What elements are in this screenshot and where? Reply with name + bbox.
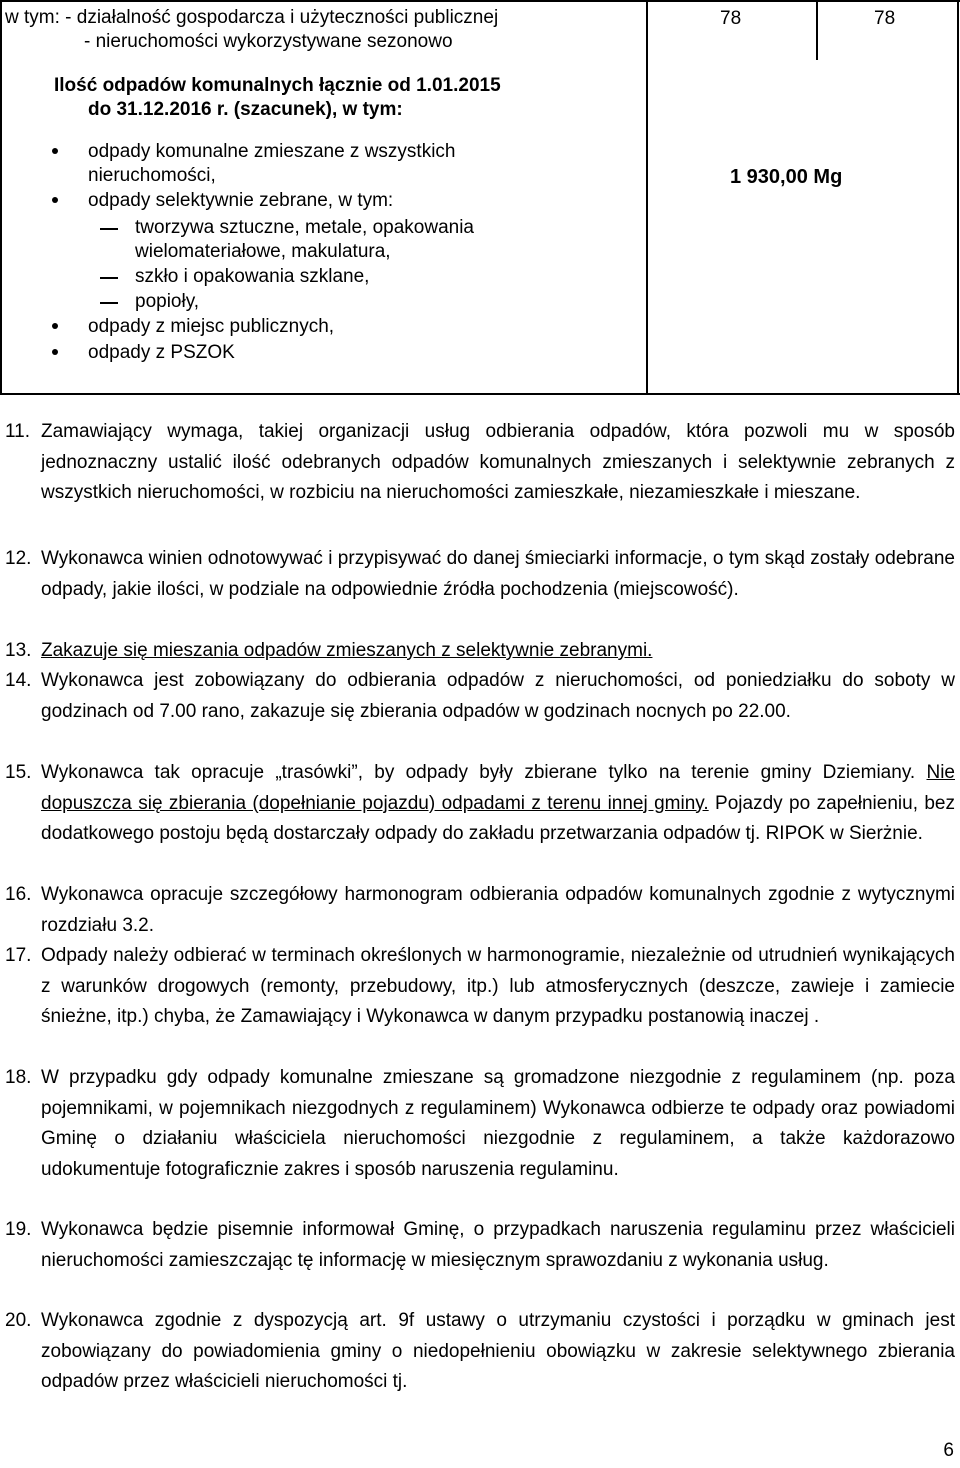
item-text-segment: Wykonawca opracuje szczegółowy harmonogram odbierania odpadów komunalnych zgodnie z wytycznymi rozdziału 3.2. bbox=[41, 884, 955, 936]
bullet-icon bbox=[52, 197, 58, 203]
list-item bbox=[5, 758, 955, 850]
total-waste-value: 1 930,00 Mg bbox=[730, 166, 843, 188]
list-item bbox=[5, 941, 955, 1033]
dash-icon bbox=[100, 277, 118, 279]
item-text bbox=[41, 1063, 955, 1185]
list-item bbox=[5, 544, 955, 605]
row2-heading-line2: do 31.12.2016 r. (szacunek), w tym: bbox=[88, 99, 403, 120]
bullet1-line1: odpady komunalne zmieszane z wszystkich bbox=[88, 141, 456, 162]
list-item bbox=[5, 666, 955, 727]
bullet4-text: odpady z PSZOK bbox=[88, 342, 235, 363]
item-text-segment: Pojazdy po zapełnieniu, bez dodatkowego postoju będą dostarczały odpady do zakładu przetwarzania odpadów tj. RIPOK w Sierżnie. bbox=[41, 792, 956, 844]
item-text bbox=[41, 666, 955, 727]
dash-icon bbox=[100, 302, 118, 304]
item-text bbox=[41, 941, 955, 1033]
item-text bbox=[41, 636, 955, 667]
item-number: 14. bbox=[5, 670, 32, 691]
item-number: 13. bbox=[5, 640, 32, 661]
list-item bbox=[5, 1306, 955, 1398]
item-text-segment: Odpady należy odbierać w terminach określonych w harmonogramie, niezależnie od utrudnień wynikających z warunków drogowych (remonty, przebudowy, itp.) lub atmosferycznych (deszcze, zawieje i zamiecie śnieżne, itp.) chyba, że Zamawiający i Wykonawca w danym przypadku postanowią inaczej . bbox=[41, 945, 955, 1027]
bullet-icon bbox=[52, 148, 58, 154]
table-bottom-border bbox=[0, 393, 960, 395]
page-number: 6 bbox=[943, 1440, 954, 1461]
table-divider-1 bbox=[646, 0, 648, 395]
item-number: 20. bbox=[5, 1310, 32, 1331]
item-text-segment: Wykonawca jest zobowiązany do odbierania odpadów z nieruchomości, od poniedziałku do soboty w godzinach od 7.00 rano, zakazuje się zbierania odpadów w godzinach nocnych po 22.00. bbox=[41, 670, 955, 722]
item-text-segment: Zamawiający wymaga, takiej organizacji usług odbierania odpadów, która pozwoli mu w sposób jednoznaczny ustalić ilość odebranych odpadów komunalnych zmieszanych i selektywnie zebranych z wszystkich nieruchomości, w rozbiciu na nieruchomości zamieszkałe, niezamieszkałe i mieszane. bbox=[41, 421, 955, 503]
dash3-text: popioły, bbox=[135, 291, 200, 312]
item-text-segment: Zakazuje się mieszania odpadów zmieszanych z selektywnie zebranymi. bbox=[41, 640, 653, 661]
list-item bbox=[5, 1215, 955, 1276]
item-text-segment: W przypadku gdy odpady komunalne zmieszane są gromadzone niezgodnie z regulaminem (np. poza pojemnikami, w pojemnikach niezgodnych z regulaminem) Wykonawca odbierze te odpady oraz powiadomi Gminę o działaniu właściciela nieruchomości niezgodnie z regulaminem, a także każdorazowo udokumentuje fotograficznie zakres i sposób naruszenia regulaminu. bbox=[41, 1067, 955, 1180]
item-text bbox=[41, 544, 955, 605]
dash1-line2: wielomateriałowe, makulatura, bbox=[135, 241, 391, 262]
item-text-segment: Nie dopuszcza się zbierania (dopełnianie pojazdu) odpadami z terenu innej gminy. bbox=[41, 762, 955, 814]
dash-icon bbox=[100, 228, 118, 230]
item-number: 18. bbox=[5, 1067, 32, 1088]
bullet2-text: odpady selektywnie zebrane, w tym: bbox=[88, 190, 394, 211]
item-text-segment: Wykonawca tak opracuje „trasówki”, by odpady były zbierane tylko na terenie gminy Dziemiany. bbox=[41, 762, 927, 783]
row1-label-line2: - nieruchomości wykorzystywane sezonowo bbox=[84, 31, 453, 52]
table-right-border bbox=[957, 0, 959, 395]
item-text bbox=[41, 758, 955, 850]
item-text-segment: Wykonawca winien odnotowywać i przypisywać do danej śmieciarki informacje, o tym skąd zostały odebrane odpady, jakie ilości, w podziale na odpowiednie źródła pochodzenia (miejscowość). bbox=[41, 548, 955, 600]
bullet3-text: odpady z miejsc publicznych, bbox=[88, 316, 335, 337]
item-text bbox=[41, 1306, 955, 1398]
item-text bbox=[41, 417, 955, 509]
item-number: 12. bbox=[5, 548, 32, 569]
table-divider-2 bbox=[816, 0, 818, 60]
item-text-segment: Wykonawca zgodnie z dyspozycją art. 9f ustawy o utrzymaniu czystości i porządku w gminach jest zobowiązany do powiadomienia gminy o niedopełnieniu obowiązku w zakresie selektywnego zbierania odpadów przez właścicieli nieruchomości tj. bbox=[41, 1310, 955, 1392]
list-item bbox=[5, 880, 955, 941]
row1-value-col2: 78 bbox=[720, 8, 742, 29]
row1-value-col3: 78 bbox=[874, 8, 896, 29]
item-text bbox=[41, 1215, 955, 1276]
row2-heading-line1: Ilość odpadów komunalnych łącznie od 1.01.2015 bbox=[54, 75, 501, 96]
item-number: 15. bbox=[5, 762, 32, 783]
item-number: 16. bbox=[5, 884, 32, 905]
item-number: 11. bbox=[5, 421, 31, 442]
list-item bbox=[5, 417, 955, 509]
bullet-icon bbox=[52, 323, 58, 329]
table-left-border bbox=[0, 0, 2, 395]
bullet1-line2: nieruchomości, bbox=[88, 165, 216, 186]
item-number: 19. bbox=[5, 1219, 32, 1240]
bullet-icon bbox=[52, 349, 58, 355]
item-text bbox=[41, 880, 955, 941]
list-item bbox=[5, 1063, 955, 1185]
dash1-line1: tworzywa sztuczne, metale, opakowania bbox=[135, 217, 474, 238]
item-text-segment: Wykonawca będzie pisemnie informował Gminę, o przypadkach naruszenia regulaminu przez właścicieli nieruchomości zamieszczając tę informację w miesięcznym sprawozdaniu z wykonania usług. bbox=[41, 1219, 955, 1271]
row1-label-line1: w tym: - działalność gospodarcza i użyteczności publicznej bbox=[5, 7, 499, 28]
dash2-text: szkło i opakowania szklane, bbox=[135, 266, 370, 287]
item-number: 17. bbox=[5, 945, 32, 966]
waste-quantity-table bbox=[0, 0, 960, 395]
list-item bbox=[5, 636, 955, 667]
